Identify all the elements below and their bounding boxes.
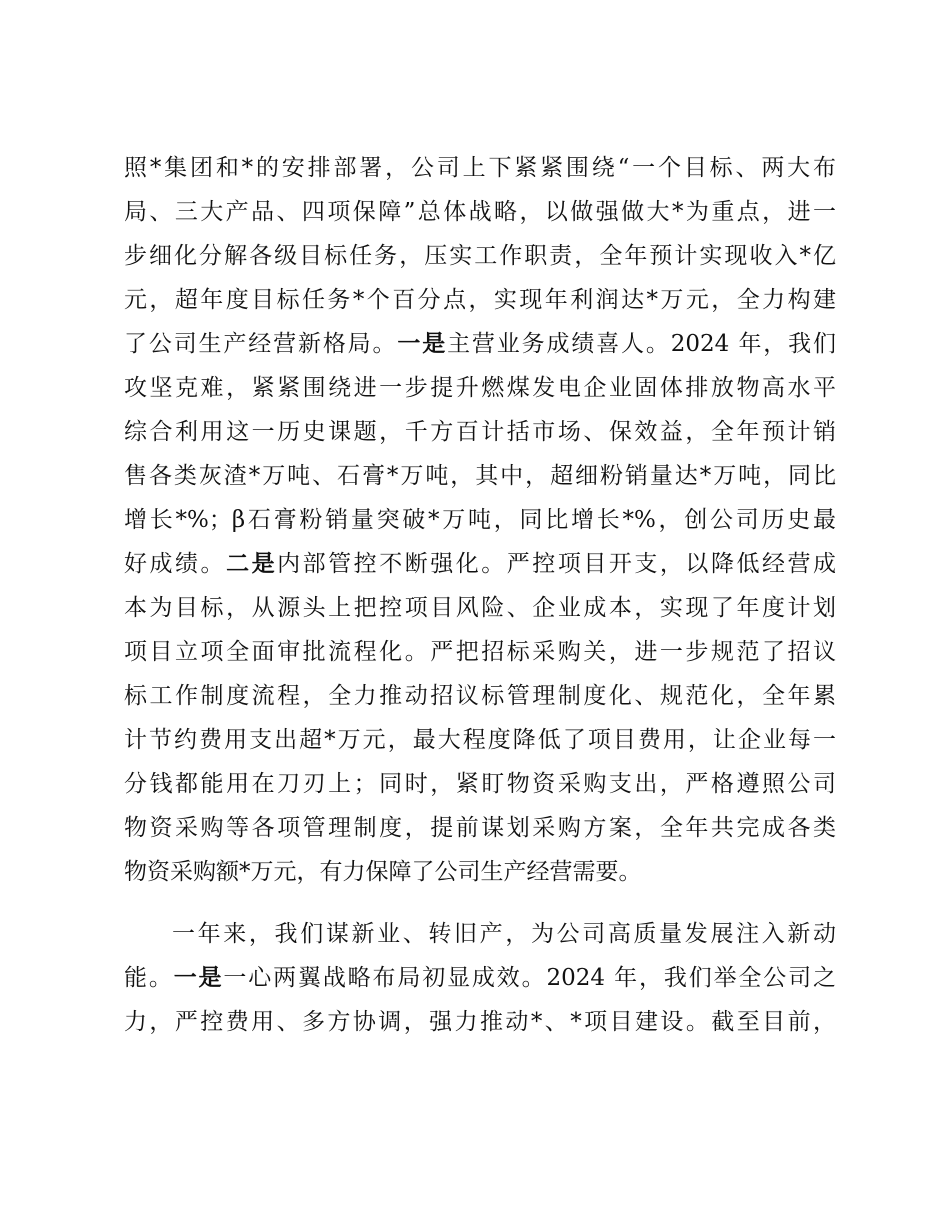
text-line: [124, 956, 836, 1000]
text-line: 项目立项全面审批流程化。严把招标采购关，进一步规范了招议: [124, 639, 836, 665]
document-body: [124, 146, 836, 1044]
text-line: 综合利用这一历史课题，千方百计括市场、保效益，全年预计销: [124, 419, 836, 445]
bold-marker: 二是: [226, 550, 278, 577]
text-line: 标工作制度流程，全力推动招议标管理制度化、规范化，全年累: [124, 683, 836, 709]
paragraph-1: [124, 146, 836, 894]
text-line: 照*集团和*的安排部署，公司上下紧紧围绕“一个目标、两大布: [124, 155, 836, 181]
paragraph-spacer: [124, 894, 836, 912]
bold-marker: 一是: [173, 964, 224, 991]
text-line: [124, 322, 836, 366]
text-line: 物资采购额*万元，有力保障了公司生产经营需要。: [124, 859, 642, 885]
text-line: 局、三大产品、四项保障”总体战略，以做强做大*为重点，进一: [124, 199, 836, 225]
text-line: 步细化分解各级目标任务，压实工作职责，全年预计实现收入*亿: [124, 243, 836, 269]
text-line: 攻坚克难，紧紧围绕进一步提升燃煤发电企业固体排放物高水平: [124, 375, 836, 401]
text-run: 主营业务成绩喜人。2024 年，我们: [447, 331, 836, 357]
text-line: 分钱都能用在刀刃上；同时，紧盯物资采购支出，严格遵照公司: [124, 771, 836, 797]
text-line: 一年来，我们谋新业、转旧产，为公司高质量发展注入新动: [172, 921, 836, 947]
text-line: 物资采购等各项管理制度，提前谋划采购方案，全年共完成各类: [124, 815, 836, 841]
text-line: 增长*%；β石膏粉销量突破*万吨，同比增长*%，创公司历史最: [124, 507, 836, 533]
text-line: 售各类灰渣*万吨、石膏*万吨，其中，超细粉销量达*万吨，同比: [124, 463, 836, 489]
text-run: 一心两翼战略布局初显成效。2024 年，我们举全公司之: [223, 965, 836, 991]
bold-marker: 一是: [397, 330, 448, 357]
text-run: 好成绩。: [124, 551, 227, 577]
text-line: 力，严控费用、多方协调，强力推动*、*项目建设。截至目前，: [124, 1009, 836, 1035]
text-run: 了公司生产经营新格局。: [124, 331, 398, 357]
text-line: 本为目标，从源头上把控项目风险、企业成本，实现了年度计划: [124, 595, 836, 621]
text-line: 元，超年度目标任务*个百分点，实现年利润达*万元，全力构建: [124, 287, 836, 313]
paragraph-2: [124, 912, 836, 1044]
text-run: 内部管控不断强化。严控项目开支，以降低经营成: [277, 551, 837, 577]
text-line: [124, 542, 836, 586]
text-line: 计节约费用支出超*万元，最大程度降低了项目费用，让企业每一: [124, 727, 836, 753]
text-run: 能。: [124, 965, 174, 991]
